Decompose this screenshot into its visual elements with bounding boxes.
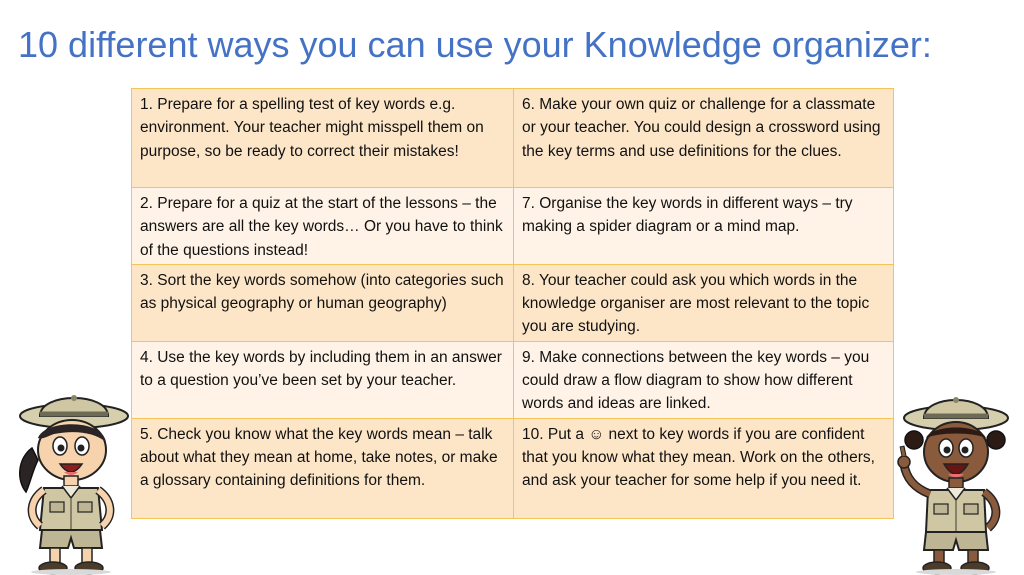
table-row [132,418,894,518]
explorer-girl-illustration [10,388,132,575]
tip-cell-3: 3. Sort the key words somehow (into categories such as physical geography or human geography) [132,264,514,341]
tip-cell-8: 8. Your teacher could ask you which words in the knowledge organiser are most relevant to the topic you are studying. [514,264,894,341]
tip-cell-7: 7. Organise the key words in different ways – try making a spider diagram or a mind map. [514,188,894,265]
tip-cell-1: 1. Prepare for a spelling test of key words e.g. environment. Your teacher might misspell them on purpose, so be ready to correct their mistakes! [132,89,514,188]
table-row [132,188,894,265]
tip-cell-4: 4. Use the key words by including them in an answer to a question you’ve been set by your teacher. [132,341,514,418]
tip-cell-10: 10. Put a ☺ next to key words if you are confident that you know what they mean. Work on the others, and ask your teacher for some help if you need it. [514,418,894,518]
explorer-girl-pointing-illustration [892,392,1020,575]
table-row [132,341,894,418]
tip-cell-5: 5. Check you know what the key words mean – talk about what they mean at home, take notes, or make a glossary containing definitions for them. [132,418,514,518]
tip-cell-9: 9. Make connections between the key words – you could draw a flow diagram to show how different words and ideas are linked. [514,341,894,418]
tip-cell-2: 2. Prepare for a quiz at the start of the lessons – the answers are all the key words… Or you have to think of the questions instead! [132,188,514,265]
tip-cell-6: 6. Make your own quiz or challenge for a classmate or your teacher. You could design a crossword using the key terms and use definitions for the clues. [514,89,894,188]
tips-table [131,88,894,519]
table-row [132,89,894,188]
page-title: 10 different ways you can use your Knowledge organizer: [18,24,932,65]
table-row [132,264,894,341]
